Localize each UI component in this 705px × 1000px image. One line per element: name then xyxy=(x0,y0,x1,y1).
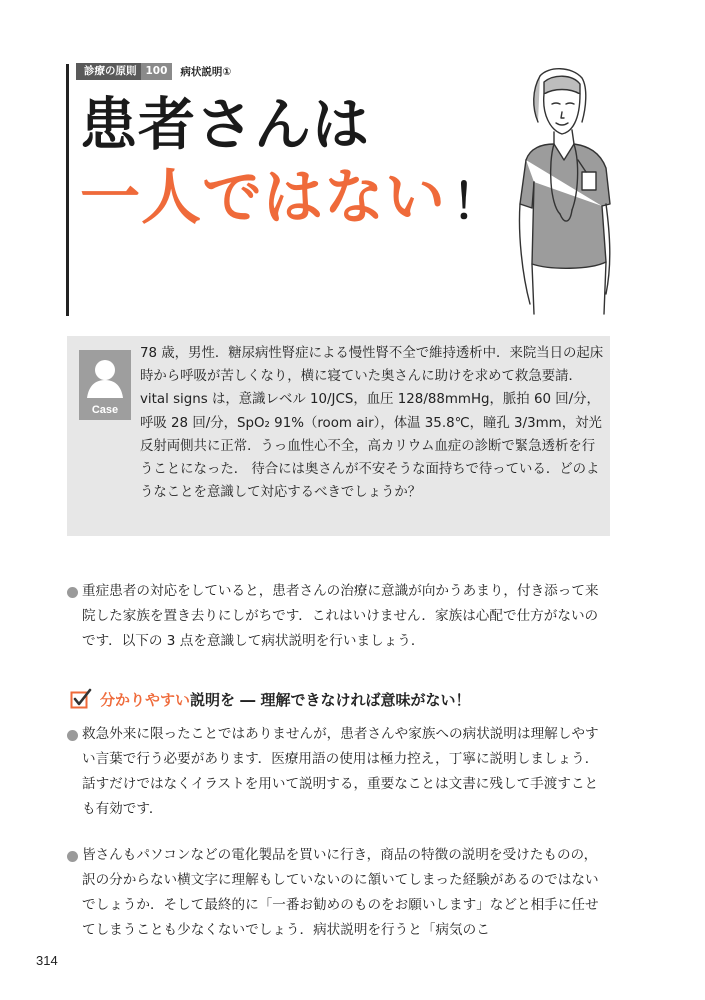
page-number: 314 xyxy=(36,953,58,968)
case-description: 78 歳，男性．糖尿病性腎症による慢性腎不全で維持透析中．来院当日の起床時から呼吸が苦しくなり，横に寝ていた奥さんに助けを求めて救急要請．vital signs は，意識レベル 10/JCS，血圧 128/88mmHg，脈拍 60 回/分，呼吸 28 回/分，SpO₂ 91%（room air），体温 35.8℃，瞳孔 3/3mm，対光反射両側共に正常．うっ血性心不全，高カリウム血症の診断で緊急透析を行うことになった． 待合には奥さんが不安そうな面持ちで待っている．どのようなことを意識して対応するべきでしょうか？ xyxy=(140,346,604,501)
section-paragraph-1: 救急外来に限ったことではありませんが，患者さんや家族への病状説明は理解しやすい言葉で行う必要があります．医療用語の使用は極力控え，丁寧に説明しましょう．話すだけではなくイラストを用いて説明する，重要なことは文書に残して手渡すことも有効です． xyxy=(82,726,599,817)
series-header xyxy=(76,63,231,80)
series-tag: 診療の原則 xyxy=(76,63,141,80)
bullet-icon xyxy=(67,730,78,741)
case-label: Case xyxy=(91,404,119,416)
bullet-icon xyxy=(67,587,78,598)
page-title-line1: 患者さんは xyxy=(80,92,370,158)
nurse-illustration xyxy=(510,64,622,322)
case-box xyxy=(67,336,610,536)
bullet-icon xyxy=(67,851,78,862)
person-silhouette-icon xyxy=(79,350,131,402)
intro-paragraph: 重症患者の対応をしていると，患者さんの治療に意識が向かうあまり，付き添って来院した家族を置き去りにしがちです．これはいけません．家族は心配で仕方がないのです．以下の 3 点を意識して病状説明を行いましょう． xyxy=(82,583,599,649)
heading-text: 説明を ― 理解できなければ意味がない！ xyxy=(190,690,471,709)
patient-avatar-icon xyxy=(79,350,131,420)
page-title-line2 xyxy=(80,162,501,238)
section-heading xyxy=(70,684,470,714)
section-paragraph-2: 皆さんもパソコンなどの電化製品を買いに行き，商品の特徴の説明を受けたものの，訳の分からない横文字に理解もしていないのに頷いてしまった経験があるのではないでしょうか．そして最終的に「一番お勧めのものをお願いします」などと相手に任せてしまうことも少なくないでしょう．病状説明を行うと「病気のこ xyxy=(82,847,599,938)
title-exclamation: ！ xyxy=(452,174,502,230)
chapter-subtitle: 病状説明① xyxy=(180,66,232,78)
title-rule xyxy=(66,64,69,316)
checkbox-check-icon xyxy=(70,688,92,710)
series-number: 100 xyxy=(141,63,173,80)
page-title-line2-text: 一人ではない xyxy=(80,163,446,233)
heading-highlight: 分かりやすい xyxy=(100,690,191,709)
